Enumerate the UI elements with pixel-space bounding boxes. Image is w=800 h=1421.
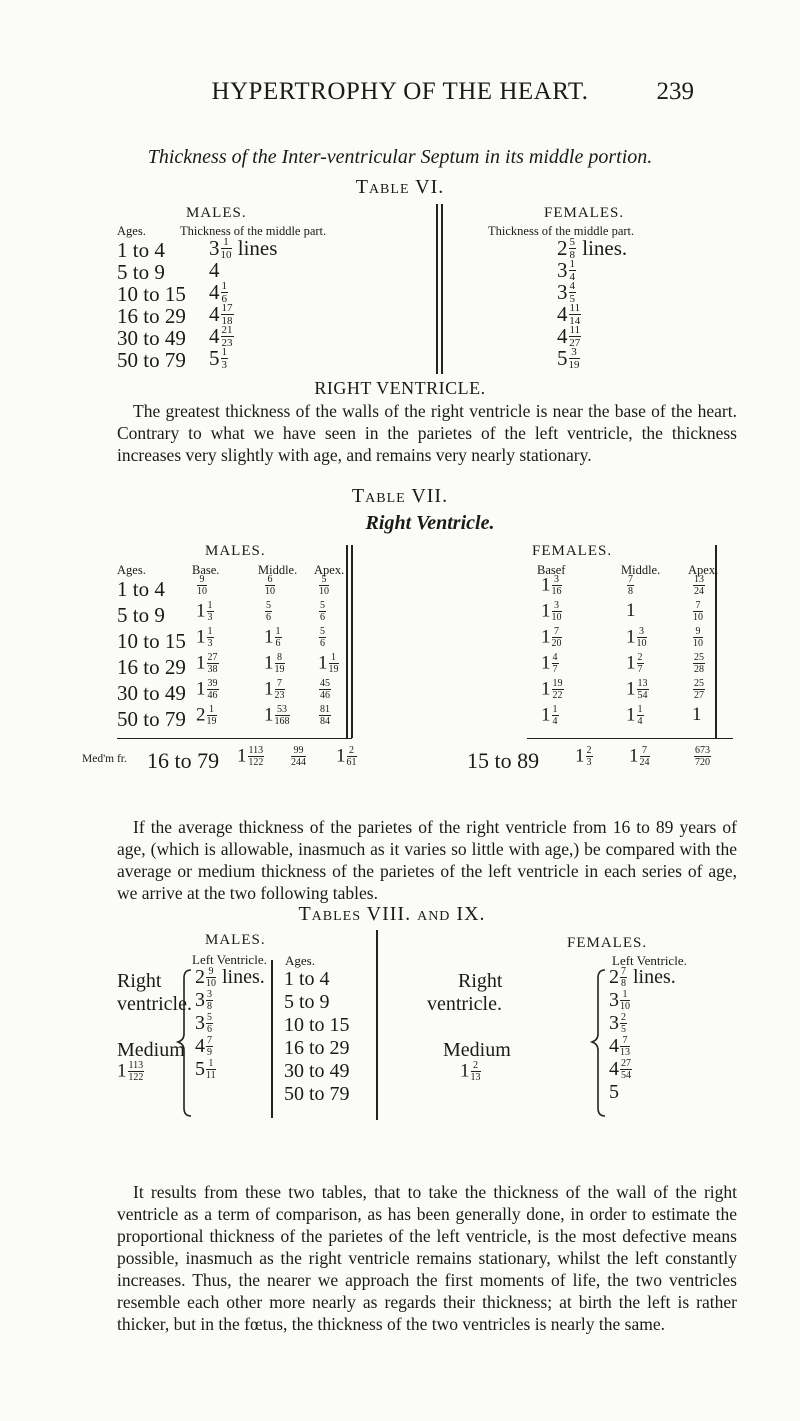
tables89-males-title: MALES. [205,932,266,948]
tables89-females-title: FEMALES. [567,935,648,951]
tables89-brace-m [176,968,196,1118]
paragraph-1 [117,400,737,466]
tables89-medium-f: Medium [443,1039,511,1061]
table7-female-base-cell: 1 $\frac{1}{4}$ [541,704,558,727]
running-header [0,74,800,114]
table7-male-middle-cell: $\frac{6}{10}$ [265,574,275,597]
table6-male-cell: 4 [209,258,220,282]
table7-col-ages: Ages. [117,563,146,577]
table6-age-cell: 10 to 15 [117,282,186,306]
table7-medium-male-middle: $\frac{99}{244}$ [291,745,306,768]
table7-medium-age-f: 15 to 89 [467,748,540,773]
table6-males-col-label: Thickness of the middle part. [180,224,327,238]
table7-female-middle-cell: 1 $\frac{1}{4}$ [626,704,643,727]
table7-male-middle-cell: $\frac{5}{6}$ [266,600,271,623]
table7-male-apex-cell: 1 $\frac{1}{19}$ [318,652,339,675]
table7-male-apex-cell: $\frac{5}{6}$ [320,600,325,623]
tables89-female-cell: 5 [609,1081,619,1103]
table7-female-middle-cell: $\frac{7}{8}$ [628,574,633,597]
tables89-right-f-l1: Right [458,970,503,992]
table7-male-base-cell: $\frac{9}{10}$ [197,574,207,597]
table7-female-base-cell: 1 $\frac{3}{16}$ [541,574,562,597]
table7-male-base-cell: 1 $\frac{39}{46}$ [196,678,218,701]
table7-female-apex-cell: $\frac{25}{28}$ [694,652,704,675]
table7-divider-m2 [351,545,353,738]
tables89-male-cell: 2 $\frac{9}{10}$ lines. [195,966,265,989]
tables89-ages-rule [271,960,273,1118]
table7-medium-male-base: 1 $\frac{113}{122}$ [237,745,264,768]
table7-male-base-cell: 1 $\frac{27}{38}$ [196,652,218,675]
table7-medium-label: Med'm fr. [82,753,127,765]
table7-female-middle-cell: 1 $\frac{13}{54}$ [626,678,648,701]
table6-age-cell: 30 to 49 [117,326,186,350]
section-heading: RIGHT VENTRICLE. [314,378,486,398]
table7-male-base-cell: 1 $\frac{1}{3}$ [196,600,213,623]
table7-male-middle-cell: 1 $\frac{1}{6}$ [264,626,281,649]
paragraph-3-text: It results from these two tables, that to take the thickness of the wall of the right ventricle as a term of comparison, as has been generally done, in order to estimate the proportional thickness of the parietes of the left ventricle, is the most defective means possible, inasmuch as the right ventricle remains stationary, whilst the left constantly increases. Thus, the nearer we approach the first moments of life, the two ventricles resemble each other more nearly as regards their thickness; at birth the left is rather thicker, but in the fœtus, the thickness of the two ventricles is nearly the same. [117,1182,737,1334]
table7-subtitle: Right Ventricle. [365,512,495,534]
table6-divider-2 [441,204,443,374]
table7-female-apex-cell: 1 [692,704,702,725]
tables89-male-cell: 5 $\frac{1}{11}$ [195,1058,216,1081]
table7-female-middle-cell: 1 [626,600,636,621]
table6-female-cell: 4 $\frac{11}{27}$ [557,324,581,349]
table7-age-cell: 5 to 9 [117,603,165,627]
tables89-male-medium-value: 1 $\frac{113}{122}$ [117,1060,144,1083]
table6-age-cell: 50 to 79 [117,348,186,372]
page-number: 239 [656,78,694,105]
table7-col-base-f: Basef [537,563,566,577]
tables89-brace-f [590,968,610,1118]
paragraph-2-text: If the average thickness of the parietes of the right ventricle from 16 to 89 years of age, (which is allowable, inasmuch as it varies so little with age,) be compared with the average or medium thickness of the parietes of the left ventricle in each series of age, we arrive at the two following tables. [117,817,737,903]
table6-female-cell: 4 $\frac{11}{14}$ [557,302,581,327]
table6-ages-label: Ages. [117,224,146,238]
table7-males-title: MALES. [205,543,266,559]
table6-age-cell: 16 to 29 [117,304,186,328]
tables89-female-cell: 4 $\frac{27}{54}$ [609,1058,631,1081]
running-title: HYPERTROPHY OF THE HEART. [211,78,589,105]
table6-caption: Thickness of the Inter-ventricular Septum in its middle portion. [147,146,653,168]
tables89-female-cell: 2 $\frac{7}{8}$ lines. [609,966,676,989]
tables89-age-cell: 30 to 49 [284,1060,350,1082]
table7-medium-male-apex: 1 $\frac{2}{61}$ [336,745,357,768]
table7-female-base-cell: 1 $\frac{3}{10}$ [541,600,562,623]
table7-female-middle-cell: 1 $\frac{2}{7}$ [626,652,643,675]
table6-male-cell: 4 $\frac{1}{6}$ [209,280,227,305]
paragraph-3 [117,1181,737,1335]
table6-male-cell: 4 $\frac{17}{18}$ [209,302,233,327]
table7-female-apex-cell: $\frac{25}{27}$ [694,678,704,701]
table6-females-title: FEMALES. [544,205,625,221]
table7-male-apex-cell: $\frac{81}{84}$ [320,704,330,727]
tables89-divider [376,930,378,1120]
table7-females-title: FEMALES. [532,543,613,559]
table6-label: Table VI. [355,176,445,198]
table7-label: Table VII. [351,485,449,507]
table7-age-cell: 30 to 49 [117,681,186,705]
table7-divider-m [346,545,348,738]
table7-female-base-cell: 1 $\frac{4}{7}$ [541,652,558,675]
tables89-left-ventricle-f: Left Ventricle. [612,953,687,968]
table7-medium-female-apex: $\frac{673}{720}$ [695,745,710,768]
table7-rule-m [117,738,352,739]
table7-male-apex-cell: $\frac{5}{10}$ [319,574,329,597]
table7-female-apex-cell: $\frac{7}{10}$ [693,600,703,623]
tables89-male-cell: 3 $\frac{3}{8}$ [195,989,212,1012]
tables89-label: Tables VIII. and IX. [298,903,486,925]
tables89-right-m-l1: Right [117,970,162,992]
table6-male-cell: 3 $\frac{1}{10}$ lines [209,236,278,261]
table6-age-cell: 5 to 9 [117,260,165,284]
tables89-age-cell: 10 to 15 [284,1014,350,1036]
tables89-female-cell: 4 $\frac{7}{13}$ [609,1035,630,1058]
table7-divider-f [715,545,717,738]
table7-male-base-cell: 2 $\frac{1}{19}$ [196,704,217,727]
table7-col-middle-m: Middle. [258,563,298,577]
tables89-female-cell: 3 $\frac{1}{10}$ [609,989,630,1012]
tables89-female-cell: 3 $\frac{2}{5}$ [609,1012,626,1035]
table7-col-apex-m: Apex. [314,563,345,577]
table6-female-cell: 3 $\frac{4}{5}$ [557,280,575,305]
tables89-male-cell: 4 $\frac{7}{9}$ [195,1035,212,1058]
table7-female-base-cell: 1 $\frac{7}{20}$ [541,626,562,649]
table7-female-middle-cell: 1 $\frac{3}{10}$ [626,626,647,649]
paragraph-1-text: The greatest thickness of the walls of the right ventricle is near the base of the heart. Contrary to what we have seen in the parietes of the left ventricle, the thickness increases very slightly with age, and remains very nearly stationary. [117,401,737,465]
table7-male-apex-cell: $\frac{45}{46}$ [320,678,330,701]
table7-rule-f [527,738,733,739]
table7-col-middle-f: Middle. [621,563,661,577]
tables89-age-cell: 5 to 9 [284,991,330,1013]
tables89-male-cell: 3 $\frac{5}{6}$ [195,1012,212,1035]
table7-male-middle-cell: 1 $\frac{8}{19}$ [264,652,285,675]
table7-medium-age-m: 16 to 79 [147,748,220,773]
tables89-female-medium-value: 1 $\frac{2}{13}$ [460,1060,481,1083]
paragraph-2 [117,816,737,904]
table7-female-apex-cell: $\frac{9}{10}$ [693,626,703,649]
table7-female-apex-cell: $\frac{13}{24}$ [694,574,704,597]
table6-female-cell: 2 $\frac{5}{8}$ lines. [557,236,628,261]
table7-male-apex-cell: $\frac{5}{6}$ [320,626,325,649]
tables89-right-f-l2: ventricle. [427,993,502,1015]
tables89-right-m-l2: ventricle. [117,993,192,1015]
table7-male-middle-cell: 1 $\frac{53}{168}$ [264,704,290,727]
table7-medium-female-base: 1 $\frac{2}{3}$ [575,745,592,768]
tables89-medium-m: Medium [117,1039,185,1061]
tables89-ages-label: Ages. [285,953,315,968]
table6-males-title: MALES. [186,205,247,221]
table7-col-base-m: Base. [192,563,220,577]
table7-age-cell: 16 to 29 [117,655,186,679]
table6-female-cell: 3 $\frac{1}{4}$ [557,258,575,283]
table6-male-cell: 4 $\frac{21}{23}$ [209,324,233,349]
tables89-age-cell: 1 to 4 [284,968,330,990]
table6-age-cell: 1 to 4 [117,238,165,262]
table6-male-cell: 5 $\frac{1}{3}$ [209,346,227,371]
table7-age-cell: 1 to 4 [117,577,165,601]
table6-females-col-label: Thickness of the middle part. [488,224,635,238]
tables89-age-cell: 16 to 29 [284,1037,350,1059]
table7-female-base-cell: 1 $\frac{19}{22}$ [541,678,563,701]
table7-age-cell: 50 to 79 [117,707,186,731]
table7-age-cell: 10 to 15 [117,629,186,653]
table6-female-cell: 5 $\frac{3}{19}$ [557,346,580,371]
tables89-left-ventricle-m: Left Ventricle. [192,952,267,967]
table7-male-middle-cell: 1 $\frac{7}{23}$ [264,678,285,701]
tables89-age-cell: 50 to 79 [284,1083,350,1105]
table7-male-base-cell: 1 $\frac{1}{3}$ [196,626,213,649]
table7-medium-female-middle: 1 $\frac{7}{24}$ [629,745,650,768]
table6-divider [436,204,438,374]
table7-col-apex-f: Apex. [688,563,719,577]
